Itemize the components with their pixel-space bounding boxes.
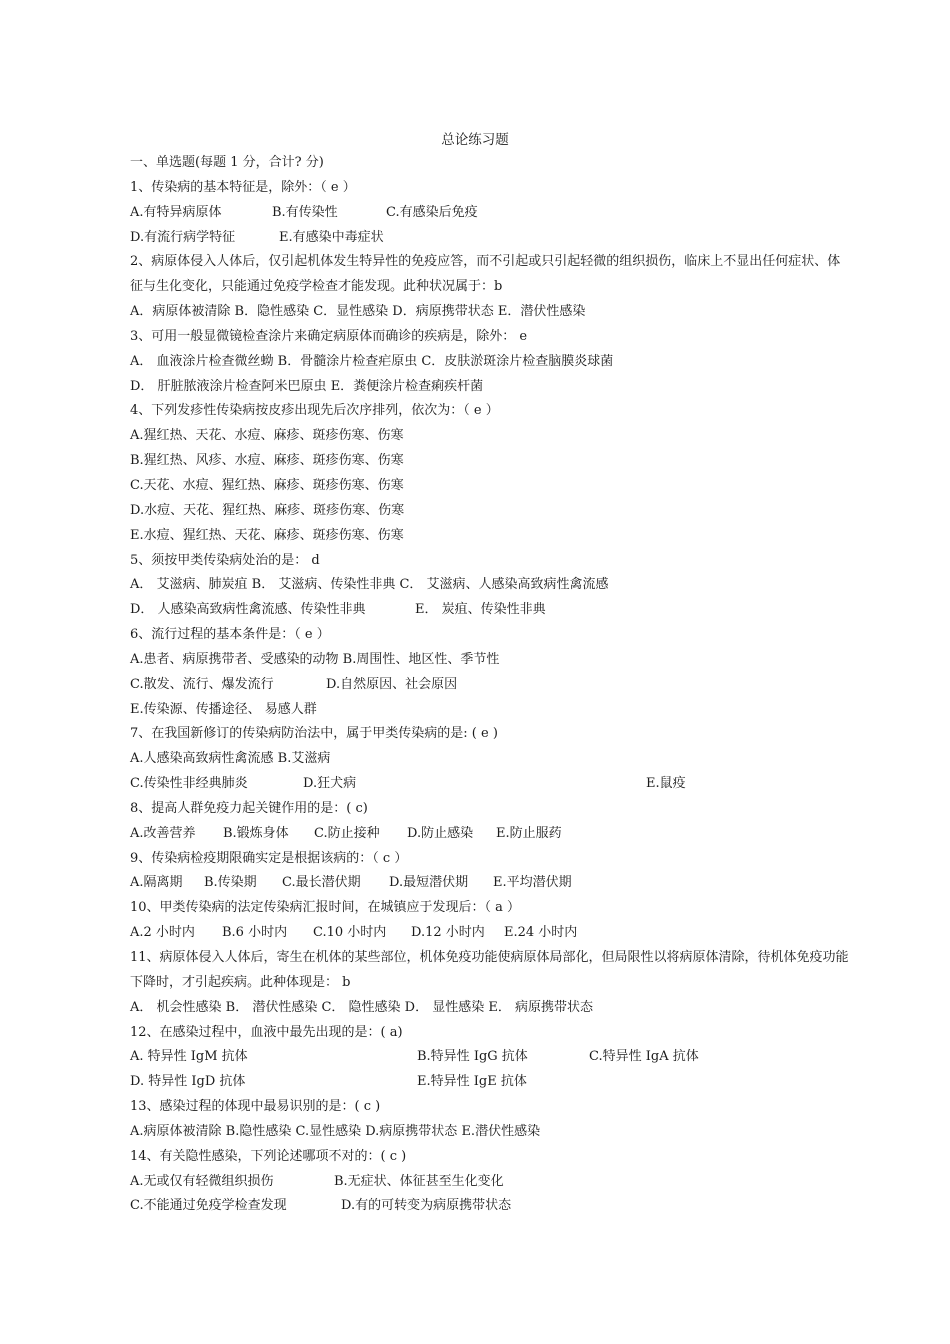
option-row: D.水痘、天花、猩红热、麻疹、斑疹伤寒、伤寒 xyxy=(130,502,405,518)
option: B.6 小时内 xyxy=(222,925,288,941)
question-stem: 13、感染过程的体现中最易识别的是：( c ) xyxy=(130,1099,381,1115)
question-stem: 6、流行过程的基本条件是：（ e ） xyxy=(130,627,330,643)
option: C.防止接种 xyxy=(314,825,380,841)
option: C.传染性非经典肺炎 xyxy=(130,776,248,792)
option-row xyxy=(130,1070,850,1095)
option: A. 特异性 IgM 抗体 xyxy=(130,1049,248,1065)
option-row: A． 艾滋病、肺炭疽 B． 艾滋病、传染性非典 C． 艾滋病、人感染高致病性禽流感 xyxy=(130,577,609,593)
option-row: A． 机会性感染 B． 潜伏性感染 C． 隐性感染 D． 显性感染 E． 病原携带状态 xyxy=(130,999,593,1015)
option: C.10 小时内 xyxy=(313,925,387,941)
option: C.散发、流行、爆发流行 xyxy=(130,676,274,692)
option: A.改善营养 xyxy=(130,825,196,841)
question-stem: 10、甲类传染病的法定传染病汇报时间，在城镇应于发现后：（ a ） xyxy=(130,900,521,916)
question-stem: 1、传染病的基本特征是，除外：（ e ） xyxy=(130,179,356,195)
section-heading: 一、单选题(每题 1 分，合计? 分) xyxy=(130,155,324,170)
question-stem: 14、有关隐性感染，下列论述哪项不对的：( c ) xyxy=(130,1148,407,1164)
question-stem: 9、传染病检疫期限确实定是根据该病的：（ c ） xyxy=(130,850,408,866)
option-row xyxy=(130,598,850,623)
option: B.锻炼身体 xyxy=(223,825,289,841)
question-stem: 8、提高人群免疫力起关键作用的是：( c) xyxy=(130,800,368,816)
option-row: A.人感染高致病性禽流感 B.艾滋病 xyxy=(130,751,331,767)
option: D.防止感染 xyxy=(407,825,474,841)
option: D.有流行病学特征 xyxy=(130,229,236,245)
option-row xyxy=(130,871,850,896)
option-row: D． 肝脏脓液涂片检查阿米巴原虫 E．粪便涂片检查痢疾杆菌 xyxy=(130,378,484,394)
option-row xyxy=(130,1045,850,1070)
option-row xyxy=(130,226,850,251)
option: B.无症状、体征甚至生化变化 xyxy=(334,1173,504,1189)
option: E.平均潜伏期 xyxy=(493,875,572,891)
option-row xyxy=(130,201,850,226)
option-row: E.传染源、传播途径、 易感人群 xyxy=(130,701,317,717)
option: A.有特异病原体 xyxy=(130,204,222,220)
option: C.最长潜伏期 xyxy=(282,875,361,891)
option: D.有的可转变为病原携带状态 xyxy=(341,1198,512,1214)
option: B.传染期 xyxy=(204,875,257,891)
question-list xyxy=(130,151,850,1219)
option: C.特异性 IgA 抗体 xyxy=(589,1049,699,1065)
option: D.狂犬病 xyxy=(303,776,357,792)
option: E.特异性 IgE 抗体 xyxy=(417,1074,527,1090)
option: D.最短潜伏期 xyxy=(389,875,469,891)
option: A.无或仅有轻微组织损伤 xyxy=(130,1173,274,1189)
option: D. 特异性 IgD 抗体 xyxy=(130,1074,246,1090)
option-row: A.猩红热、天花、水痘、麻疹、斑疹伤寒、伤寒 xyxy=(130,428,404,444)
question-stem: 5、须按甲类传染病处治的是： d xyxy=(130,552,320,568)
option-row xyxy=(130,921,850,946)
option: D． 人感染高致病性禽流感、传染性非典 xyxy=(130,602,366,618)
option: E.防止服药 xyxy=(496,825,562,841)
option: E． 炭疽、传染性非典 xyxy=(415,602,546,618)
option: E.24 小时内 xyxy=(504,925,578,941)
question-stem: 2、病原体侵入人体后，仅引起机体发生特异性的免疫应答，而不引起或只引起轻微的组织损伤，临床上不显出任何症状、体征与生化变化，只能通过免疫学检查才能发现。此种状况属于：b xyxy=(130,254,841,295)
option-row: A.患者、病原携带者、受感染的动物 B.周围性、地区性、季节性 xyxy=(130,651,500,667)
option-row: A.病原体被清除 B.隐性感染 C.显性感染 D.病原携带状态 E.潜伏性感染 xyxy=(130,1123,541,1139)
option-row: A．病原体被清除 B．隐性感染 C．显性感染 D．病原携带状态 E．潜伏性感染 xyxy=(130,304,586,320)
document-title: 总论练习题 xyxy=(441,132,509,148)
option: B.有传染性 xyxy=(272,204,338,220)
option: B.特异性 IgG 抗体 xyxy=(417,1049,528,1065)
option: C.不能通过免疫学检查发现 xyxy=(130,1198,287,1214)
question-stem: 7、在我国新修订的传染病防治法中，属于甲类传染病的是: ( e ) xyxy=(130,726,498,742)
option: E.鼠疫 xyxy=(646,776,686,792)
option-row: A． 血液涂片检查微丝蚴 B．骨髓涂片检查疟原虫 C．皮肤淤斑涂片检查脑膜炎球菌 xyxy=(130,353,614,369)
option-row xyxy=(130,772,850,797)
option: D.自然原因、社会原因 xyxy=(326,676,458,692)
option-row: E.水痘、猩红热、天花、麻疹、斑疹伤寒、伤寒 xyxy=(130,527,404,543)
option-row xyxy=(130,1194,850,1219)
option: E.有感染中毒症状 xyxy=(279,229,384,245)
option: D.12 小时内 xyxy=(411,925,485,941)
option: A.2 小时内 xyxy=(130,925,195,941)
question-stem: 3、可用一般显微镜检查涂片来确定病原体而确诊的疾病是，除外： e xyxy=(130,328,528,344)
option-row xyxy=(130,822,850,847)
question-stem: 12、在感染过程中，血液中最先出现的是：( a) xyxy=(130,1024,403,1040)
option: A.隔离期 xyxy=(130,875,183,891)
option-row xyxy=(130,673,850,698)
option-row: C.天花、水痘、猩红热、麻疹、斑疹伤寒、伤寒 xyxy=(130,477,404,493)
option: C.有感染后免疫 xyxy=(386,204,478,220)
question-stem: 4、下列发疹性传染病按皮疹出现先后次序排列，依次为：（ e ） xyxy=(130,403,499,419)
option-row: B.猩红热、风疹、水痘、麻疹、斑疹伤寒、伤寒 xyxy=(130,453,404,469)
question-stem: 11、病原体侵入人体后，寄生在机体的某些部位，机体免疫功能使病原体局部化，但局限性以将病原体清除，待机体免疫功能下降时，才引起疾病。此种体现是： b xyxy=(130,950,849,990)
option-row xyxy=(130,1170,850,1195)
